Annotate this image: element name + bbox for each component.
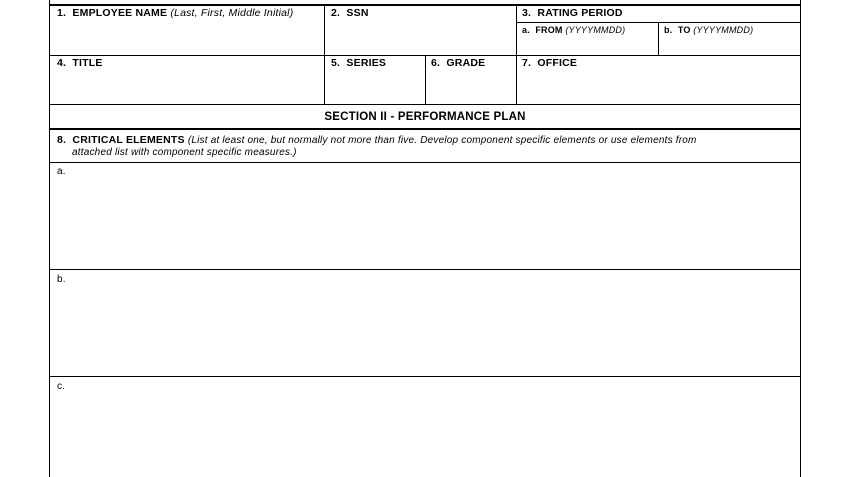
element-a-textarea[interactable] xyxy=(70,166,798,268)
row1-divider-2 xyxy=(516,5,517,55)
element-b-bottom-line xyxy=(49,376,801,377)
office-field[interactable] xyxy=(521,76,799,102)
title-field[interactable] xyxy=(55,76,321,102)
element-b-letter: b. xyxy=(57,274,66,285)
section-heading-bottom-rule xyxy=(49,128,801,130)
employee-name-field[interactable] xyxy=(55,28,321,52)
office-label: 7. OFFICE xyxy=(522,57,578,69)
grade-label: 6. GRADE xyxy=(431,57,486,69)
element-b-textarea[interactable] xyxy=(70,274,798,374)
row2-divider-1 xyxy=(324,55,325,105)
row2-divider-3 xyxy=(516,55,517,105)
ssn-field[interactable] xyxy=(330,28,514,52)
row2-divider-2 xyxy=(425,55,426,105)
title-label: 4. TITLE xyxy=(57,57,103,69)
element-a-bottom-line xyxy=(49,269,801,270)
rating-from-field[interactable] xyxy=(521,37,657,55)
rating-period-split xyxy=(658,22,659,55)
series-field[interactable] xyxy=(330,76,424,102)
element-c-textarea[interactable] xyxy=(70,381,798,477)
frame-left-border xyxy=(49,0,50,477)
element-c-letter: c. xyxy=(57,381,66,392)
ssn-label: 2. SSN xyxy=(331,7,369,19)
employee-name-label: 1. EMPLOYEE NAME (Last, First, Middle Initial) xyxy=(57,7,294,19)
rating-to-label: b. TO (YYYYMMDD) xyxy=(664,25,754,35)
row1-divider-1 xyxy=(324,5,325,55)
rating-period-label: 3. RATING PERIOD xyxy=(522,7,623,19)
critical-header-bottom-line xyxy=(49,162,801,163)
frame-right-border xyxy=(800,0,801,477)
grade-field[interactable] xyxy=(430,76,515,102)
rating-from-label: a. FROM (YYYYMMDD) xyxy=(522,25,626,35)
rating-to-field[interactable] xyxy=(663,37,799,55)
critical-elements-label: 8. CRITICAL ELEMENTS (List at least one, but normally not more than five. Develop component specific elements or use elements from xyxy=(57,134,697,146)
top-thick-rule xyxy=(49,4,801,6)
series-label: 5. SERIES xyxy=(331,57,387,69)
element-a-letter: a. xyxy=(57,166,66,177)
section-ii-heading: SECTION II - PERFORMANCE PLAN xyxy=(324,111,526,123)
row2-bottom-line xyxy=(49,104,801,105)
critical-elements-instructions-line2: attached list with component specific measures.) xyxy=(72,147,297,158)
